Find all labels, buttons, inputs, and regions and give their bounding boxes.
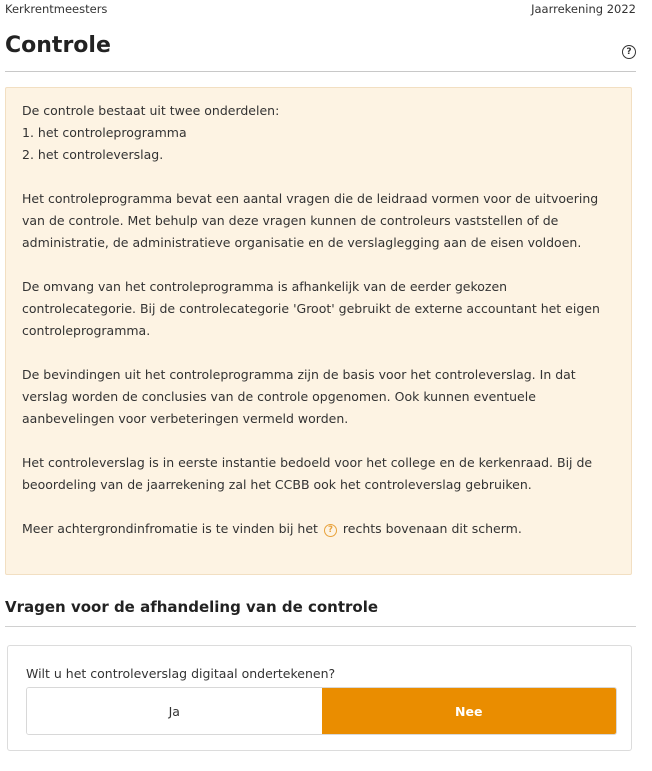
info-paragraph-1: Het controleprogramma bevat een aantal vragen die de leidraad vormen voor de uitvoering van de controle. Met behulp van deze vragen kunnen de controleurs vaststellen of de administratie, de administratieve organisatie en de verslaglegging aan de eisen voldoen. xyxy=(22,191,599,250)
info-paragraph-5-start: Meer achtergrondinfromatie is te vinden bij het xyxy=(22,521,318,536)
info-panel xyxy=(5,87,632,575)
inline-help-icon: ? xyxy=(324,524,337,537)
top-bar xyxy=(5,2,636,18)
org-name: Kerkrentmeesters xyxy=(5,2,108,16)
info-paragraph-4: Het controleverslag is in eerste instantie bedoeld voor het college en de kerkenraad. Bij de beoordeling van de jaarrekening zal het CCBB ook het controleverslag gebruiken. xyxy=(22,455,593,492)
info-item-1: 1. het controleprogramma xyxy=(22,125,187,140)
option-no-button[interactable]: Nee xyxy=(322,688,617,734)
info-intro: De controle bestaat uit twee onderdelen: xyxy=(22,103,280,118)
question-card xyxy=(7,645,632,751)
info-paragraph-5 xyxy=(22,518,615,540)
section-title: Vragen voor de afhandeling van de controle xyxy=(5,598,636,627)
info-paragraph-5-end: rechts bovenaan dit scherm. xyxy=(342,521,522,536)
info-paragraph-2: De omvang van het controleprogramma is afhankelijk van de eerder gekozen controlecategorie. Bij de controlecategorie 'Groot' gebruikt de externe accountant het eigen controleprogramma. xyxy=(22,279,600,338)
info-item-2: 2. het controleverslag. xyxy=(22,147,164,162)
question-label: Wilt u het controleverslag digitaal ondertekenen? xyxy=(26,666,336,681)
report-name: Jaarrekening 2022 xyxy=(531,2,636,16)
title-row xyxy=(5,33,636,72)
option-yes-button[interactable]: Ja xyxy=(27,688,322,734)
page-title: Controle xyxy=(5,33,111,58)
help-icon[interactable]: ? xyxy=(622,45,636,59)
sign-digitally-toggle xyxy=(26,687,617,735)
info-paragraph-3: De bevindingen uit het controleprogramma zijn de basis voor het controleverslag. In dat verslag worden de conclusies van de controle opgenomen. Ook kunnen eventuele aanbevelingen voor verbeteringen vermeld worden. xyxy=(22,367,576,426)
